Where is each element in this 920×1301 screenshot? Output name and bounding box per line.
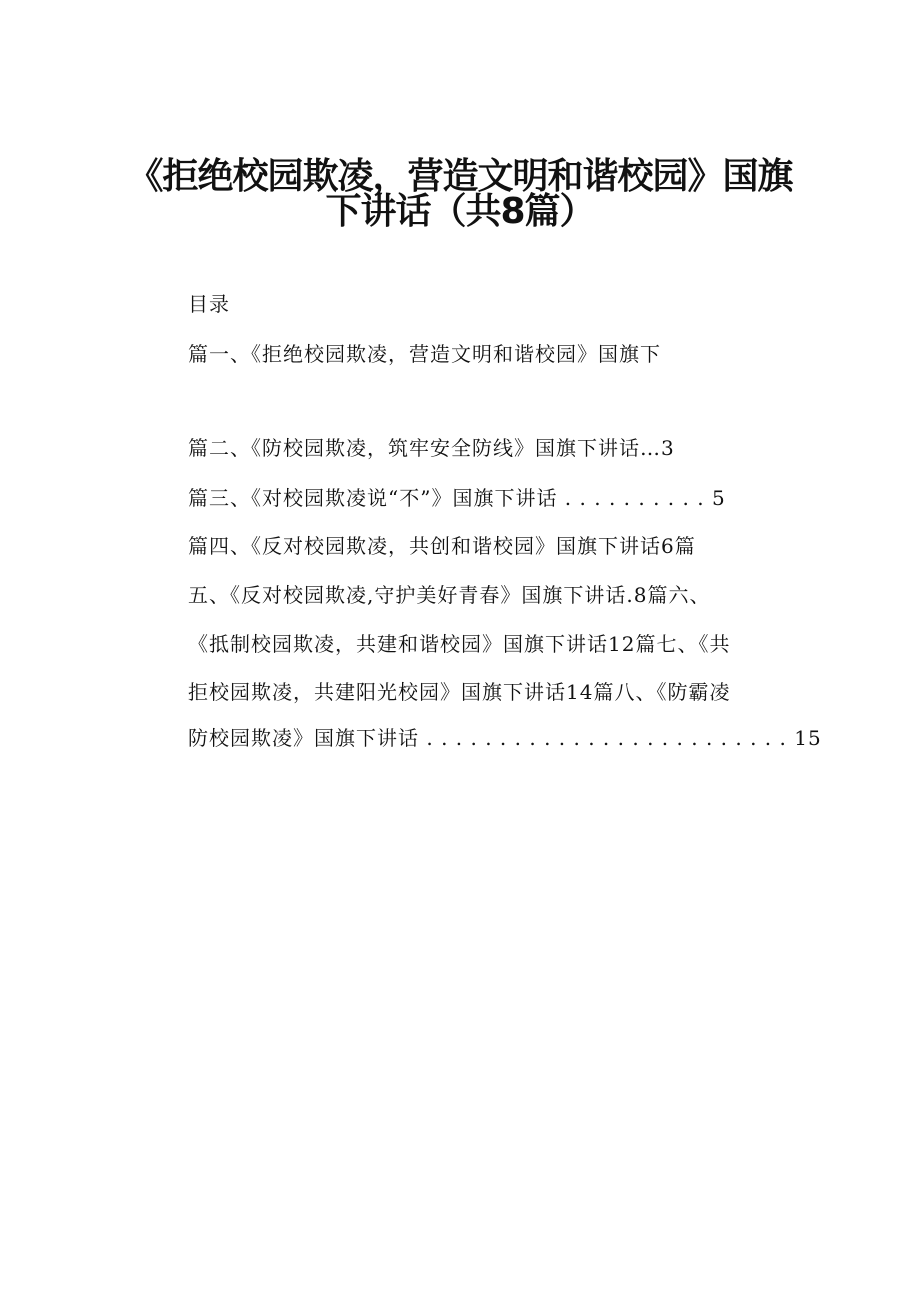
toc-heading: 目录 xyxy=(188,292,230,316)
toc-entry-4[interactable]: 篇四、《反对校园欺凌，共创和谐校园》国旗下讲话6篇 xyxy=(188,534,696,558)
document-title-line-2: 下讲话（共8篇） xyxy=(325,191,595,232)
toc-entry-3[interactable]: 篇三、《对校园欺凌说“不”》国旗下讲话 . . . . . . . . . . 5 xyxy=(188,486,726,510)
toc-entry-5[interactable]: 五、《反对校园欺凌,守护美好青春》国旗下讲话.8篇六、 xyxy=(188,583,711,607)
toc-entry-8[interactable]: 防校园欺凌》国旗下讲话 . . . . . . . . . . . . . . . . . . . . . . . . . 15 xyxy=(188,726,822,750)
toc-entry-6[interactable]: 《抵制校园欺凌，共建和谐校园》国旗下讲话12篇七、《共 xyxy=(188,632,731,656)
document-title-line-1: 《拒绝校园欺凌，营造文明和谐校园》国旗 xyxy=(127,156,793,197)
toc-entry-2[interactable]: 篇二、《防校园欺凌，筑牢安全防线》国旗下讲话…3 xyxy=(188,436,675,460)
toc-entry-7[interactable]: 拒校园欺凌，共建阳光校园》国旗下讲话14篇八、《防霸凌 xyxy=(188,680,731,704)
toc-entry-1[interactable]: 篇一、《拒绝校园欺凌，营造文明和谐校园》国旗下 xyxy=(188,342,661,366)
